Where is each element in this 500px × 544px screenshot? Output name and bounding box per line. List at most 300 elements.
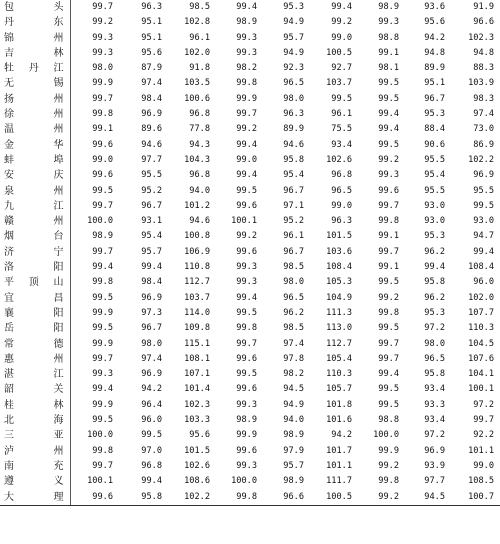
index-value-cell: 99.3 — [236, 277, 257, 288]
index-value-cell: 98.9 — [283, 476, 304, 487]
index-value-cell: 99.5 — [92, 185, 113, 196]
table-row — [0, 275, 500, 290]
index-value-cell: 97.4 — [473, 109, 494, 120]
index-value-cell: 93.0 — [424, 216, 445, 227]
index-value-cell: 99.7 — [378, 246, 399, 257]
index-value-cell: 99.4 — [141, 476, 162, 487]
city-name-cell: 赣 州 — [0, 214, 70, 229]
index-value-cell: 96.7 — [141, 323, 162, 334]
city-name-cell: 扬 州 — [0, 92, 70, 107]
index-value-cell: 77.8 — [189, 124, 210, 135]
index-value-cell: 95.8 — [119, 490, 168, 506]
index-value-cell: 75.5 — [331, 124, 352, 135]
index-value-cell: 95.7 — [141, 246, 162, 257]
index-value-cell: 95.2 — [283, 216, 304, 227]
index-value-cell: 95.8 — [424, 277, 445, 288]
index-value-cell: 99.3 — [378, 17, 399, 28]
index-value-cell: 99.5 — [331, 93, 352, 104]
index-value-cell: 96.0 — [141, 415, 162, 426]
index-value-cell: 99.5 — [378, 384, 399, 395]
index-value-cell: 99.6 — [236, 200, 257, 211]
index-value-cell: 89.9 — [424, 63, 445, 74]
index-value-cell: 89.9 — [283, 124, 304, 135]
index-value-cell: 99.4 — [236, 139, 257, 150]
table-row — [0, 306, 500, 321]
table-row — [0, 352, 500, 367]
index-value-cell: 101.8 — [326, 399, 352, 410]
index-value-cell: 98.0 — [424, 338, 445, 349]
index-value-cell: 99.5 — [378, 93, 399, 104]
index-value-cell: 96.7 — [141, 200, 162, 211]
index-value-cell: 98.2 — [283, 369, 304, 380]
index-value-cell: 101.5 — [184, 445, 210, 456]
index-value-cell: 99.8 — [236, 78, 257, 89]
index-value-cell: 96.7 — [283, 246, 304, 257]
index-value-cell: 96.5 — [424, 353, 445, 364]
index-value-cell: 99.7 — [378, 338, 399, 349]
index-value-cell: 96.1 — [189, 32, 210, 43]
index-value-cell: 99.3 — [236, 399, 257, 410]
index-value-cell: 98.9 — [283, 430, 304, 441]
index-value-cell: 96.1 — [283, 231, 304, 242]
city-name-cell: 锦 州 — [0, 31, 70, 46]
index-value-cell: 99.6 — [70, 490, 119, 506]
index-value-cell: 99.8 — [92, 109, 113, 120]
index-value-cell: 98.2 — [236, 63, 257, 74]
index-value-cell: 104.9 — [326, 292, 352, 303]
index-value-cell: 96.9 — [141, 109, 162, 120]
index-value-cell: 99.5 — [378, 78, 399, 89]
city-name-cell: 吉 林 — [0, 46, 70, 61]
index-value-cell: 95.1 — [141, 32, 162, 43]
table-row — [0, 367, 500, 382]
index-value-cell: 93.3 — [424, 399, 445, 410]
index-value-cell: 96.0 — [473, 277, 494, 288]
index-value-cell: 99.2 — [378, 292, 399, 303]
city-name-cell: 三 亚 — [0, 428, 70, 443]
index-value-cell: 102.2 — [468, 154, 494, 165]
index-value-cell: 99.1 — [378, 47, 399, 58]
index-value-cell: 102.2 — [168, 490, 216, 506]
index-value-cell: 95.4 — [283, 170, 304, 181]
index-value-cell: 98.5 — [189, 2, 210, 12]
city-name-cell: 牡丹江 — [0, 61, 70, 76]
index-value-cell: 99.3 — [236, 32, 257, 43]
index-value-cell: 99.0 — [92, 154, 113, 165]
index-value-cell: 99.4 — [331, 2, 352, 12]
index-value-cell: 73.0 — [473, 124, 494, 135]
city-name-cell: 大 理 — [0, 490, 70, 506]
index-value-cell: 94.8 — [424, 47, 445, 58]
index-value-cell: 99.3 — [236, 262, 257, 273]
city-name-cell: 九 江 — [0, 199, 70, 214]
index-value-cell: 98.4 — [141, 277, 162, 288]
index-value-cell: 103.7 — [326, 78, 352, 89]
city-name-cell: 平顶山 — [0, 275, 70, 290]
index-value-cell: 108.5 — [468, 476, 494, 487]
index-value-cell: 99.4 — [92, 262, 113, 273]
index-value-cell: 115.1 — [184, 338, 210, 349]
index-value-cell: 88.4 — [424, 124, 445, 135]
city-name-cell: 岳 阳 — [0, 321, 70, 336]
index-value-cell: 99.2 — [331, 17, 352, 28]
index-value-cell: 99.9 — [92, 78, 113, 89]
index-value-cell: 96.8 — [189, 170, 210, 181]
index-value-cell: 105.7 — [326, 384, 352, 395]
index-value-cell: 99.4 — [141, 262, 162, 273]
index-value-cell: 99.5 — [378, 139, 399, 150]
index-value-cell: 99.5 — [236, 369, 257, 380]
index-value-cell: 94.5 — [405, 490, 451, 506]
index-value-cell: 96.7 — [424, 93, 445, 104]
index-value-cell: 110.3 — [326, 369, 352, 380]
table-row — [0, 382, 500, 397]
index-value-cell: 97.7 — [424, 476, 445, 487]
index-value-cell: 95.5 — [473, 185, 494, 196]
index-value-cell: 97.0 — [141, 445, 162, 456]
index-value-cell: 96.5 — [283, 78, 304, 89]
index-value-cell: 95.5 — [424, 154, 445, 165]
index-value-cell: 99.7 — [236, 109, 257, 120]
index-value-cell: 99.8 — [92, 277, 113, 288]
index-value-cell: 93.0 — [424, 200, 445, 211]
index-value-cell: 99.3 — [92, 32, 113, 43]
index-value-cell: 99.8 — [378, 476, 399, 487]
index-value-cell: 107.6 — [468, 353, 494, 364]
index-value-cell: 96.6 — [263, 490, 310, 506]
index-value-cell: 98.9 — [378, 2, 399, 12]
index-value-cell: 98.0 — [92, 63, 113, 74]
table-row — [0, 245, 500, 260]
index-value-cell: 99.6 — [92, 139, 113, 150]
index-value-cell: 100.5 — [326, 47, 352, 58]
index-value-cell: 99.4 — [236, 170, 257, 181]
index-value-cell: 99.9 — [92, 307, 113, 318]
city-name-cell: 湛 江 — [0, 367, 70, 382]
index-value-cell: 98.9 — [236, 415, 257, 426]
index-value-cell: 95.3 — [283, 2, 304, 12]
index-value-cell: 114.0 — [184, 307, 210, 318]
index-value-cell: 94.9 — [283, 47, 304, 58]
index-value-cell: 96.3 — [331, 216, 352, 227]
index-value-cell: 100.6 — [184, 93, 210, 104]
index-value-cell: 99.4 — [378, 124, 399, 135]
index-value-cell: 99.1 — [92, 124, 113, 135]
city-name-cell: 无 锡 — [0, 76, 70, 91]
table-row — [0, 153, 500, 168]
index-value-cell: 99.6 — [236, 353, 257, 364]
index-value-cell: 99.7 — [92, 246, 113, 257]
index-value-cell: 94.2 — [331, 430, 352, 441]
index-value-cell: 100.5 — [310, 490, 358, 506]
index-value-cell: 101.7 — [326, 445, 352, 456]
index-value-cell: 95.6 — [424, 17, 445, 28]
city-name-cell: 安 庆 — [0, 168, 70, 183]
city-name-cell: 南 充 — [0, 459, 70, 474]
index-value-cell: 105.4 — [326, 353, 352, 364]
index-value-cell: 94.0 — [189, 185, 210, 196]
index-value-cell: 99.2 — [92, 17, 113, 28]
index-value-cell: 99.7 — [473, 415, 494, 426]
index-value-cell: 107.1 — [184, 369, 210, 380]
table-row — [0, 107, 500, 122]
index-value-cell: 96.9 — [141, 292, 162, 303]
index-value-cell: 105.3 — [326, 277, 352, 288]
index-value-cell: 111.3 — [326, 307, 352, 318]
index-value-cell: 99.5 — [378, 323, 399, 334]
index-value-cell: 93.1 — [141, 216, 162, 227]
index-value-cell: 99.3 — [236, 460, 257, 471]
table-row — [0, 413, 500, 428]
index-value-cell: 110.3 — [468, 323, 494, 334]
index-value-cell: 99.9 — [236, 93, 257, 104]
index-value-cell: 99.2 — [236, 231, 257, 242]
index-value-cell: 95.7 — [283, 460, 304, 471]
city-name-cell: 泸 州 — [0, 444, 70, 459]
index-value-cell: 99.0 — [331, 200, 352, 211]
index-value-cell: 99.7 — [92, 353, 113, 364]
index-value-cell: 99.9 — [236, 430, 257, 441]
index-value-cell: 101.4 — [184, 384, 210, 395]
index-value-cell: 99.7 — [92, 93, 113, 104]
index-value-cell: 96.8 — [331, 170, 352, 181]
index-value-cell: 90.6 — [424, 139, 445, 150]
index-value-cell: 111.7 — [326, 476, 352, 487]
city-name-cell: 常 德 — [0, 337, 70, 352]
index-value-cell: 104.3 — [184, 154, 210, 165]
table-row — [0, 260, 500, 275]
city-name-cell: 温 州 — [0, 122, 70, 137]
index-value-cell: 95.6 — [141, 47, 162, 58]
index-value-cell: 99.5 — [236, 307, 257, 318]
table-row — [0, 444, 500, 459]
index-value-cell: 93.4 — [424, 384, 445, 395]
index-value-cell: 100.0 — [87, 216, 113, 227]
index-value-cell: 106.9 — [184, 246, 210, 257]
index-value-cell: 95.5 — [141, 170, 162, 181]
index-value-cell: 100.0 — [231, 476, 257, 487]
index-value-cell: 98.4 — [141, 93, 162, 104]
index-value-cell: 93.0 — [473, 216, 494, 227]
index-value-cell: 99.5 — [92, 415, 113, 426]
index-value-cell: 95.1 — [424, 78, 445, 89]
index-value-cell: 99.5 — [378, 277, 399, 288]
index-value-cell: 103.5 — [184, 78, 210, 89]
index-value-cell: 96.1 — [331, 109, 352, 120]
index-value-cell: 99.4 — [236, 2, 257, 12]
table-row — [0, 214, 500, 229]
index-value-cell: 94.3 — [189, 139, 210, 150]
table-row — [0, 0, 500, 15]
index-value-cell: 94.9 — [283, 399, 304, 410]
index-value-cell: 97.1 — [283, 200, 304, 211]
index-value-cell: 96.2 — [424, 246, 445, 257]
city-name-cell: 襄 阳 — [0, 306, 70, 321]
index-value-cell: 103.7 — [184, 292, 210, 303]
index-value-cell: 99.4 — [473, 246, 494, 257]
index-value-cell: 96.8 — [141, 460, 162, 471]
city-name-cell: 惠 州 — [0, 352, 70, 367]
index-value-cell: 108.1 — [184, 353, 210, 364]
index-value-cell: 96.5 — [283, 292, 304, 303]
city-name-cell: 丹 东 — [0, 15, 70, 30]
index-value-cell: 99.4 — [236, 292, 257, 303]
index-value-cell: 92.7 — [331, 63, 352, 74]
index-value-cell: 93.9 — [424, 460, 445, 471]
index-value-cell: 107.7 — [468, 307, 494, 318]
index-value-cell: 108.4 — [326, 262, 352, 273]
table-row — [0, 459, 500, 474]
index-value-cell: 98.5 — [283, 262, 304, 273]
index-value-cell: 101.2 — [184, 200, 210, 211]
index-value-cell: 95.3 — [424, 307, 445, 318]
city-name-cell: 宜 昌 — [0, 291, 70, 306]
index-value-cell: 99.5 — [473, 200, 494, 211]
index-value-cell: 96.2 — [283, 307, 304, 318]
index-value-cell: 113.0 — [326, 323, 352, 334]
index-value-cell: 94.5 — [283, 384, 304, 395]
index-value-cell: 109.8 — [184, 323, 210, 334]
index-value-cell: 94.2 — [141, 384, 162, 395]
index-value-cell: 99.5 — [92, 292, 113, 303]
index-value-cell: 97.4 — [141, 78, 162, 89]
index-value-cell: 95.2 — [141, 185, 162, 196]
index-value-cell: 99.9 — [92, 399, 113, 410]
index-value-cell: 99.9 — [92, 338, 113, 349]
table-row — [0, 428, 500, 443]
index-value-cell: 102.3 — [184, 399, 210, 410]
index-value-cell: 99.6 — [236, 445, 257, 456]
table-row — [0, 291, 500, 306]
index-value-cell: 99.8 — [378, 307, 399, 318]
index-value-cell: 97.4 — [283, 338, 304, 349]
table-row — [0, 184, 500, 199]
index-value-cell: 91.8 — [189, 63, 210, 74]
city-name-cell: 桂 林 — [0, 398, 70, 413]
index-value-cell: 95.7 — [283, 32, 304, 43]
index-value-cell: 100.1 — [468, 384, 494, 395]
index-value-cell: 98.0 — [141, 338, 162, 349]
index-value-cell: 100.1 — [87, 476, 113, 487]
table-row — [0, 168, 500, 183]
index-value-cell: 86.9 — [473, 139, 494, 150]
index-value-cell: 96.9 — [424, 445, 445, 456]
index-value-cell: 112.7 — [326, 338, 352, 349]
index-value-cell: 99.7 — [92, 200, 113, 211]
index-value-cell: 87.9 — [141, 63, 162, 74]
index-value-cell: 97.2 — [473, 399, 494, 410]
index-value-cell: 99.4 — [378, 109, 399, 120]
index-value-cell: 99.5 — [236, 185, 257, 196]
index-value-cell: 98.0 — [283, 93, 304, 104]
index-value-cell: 99.2 — [378, 460, 399, 471]
index-value-cell: 99.5 — [141, 430, 162, 441]
index-value-cell: 99.1 — [378, 262, 399, 273]
index-value-cell: 99.7 — [92, 2, 113, 12]
index-value-cell: 99.1 — [378, 231, 399, 242]
table-row — [0, 490, 500, 506]
index-value-cell: 93.4 — [424, 415, 445, 426]
table-row — [0, 15, 500, 30]
table-row — [0, 337, 500, 352]
index-value-cell: 102.8 — [184, 17, 210, 28]
table-row — [0, 46, 500, 61]
index-value-cell: 99.8 — [92, 445, 113, 456]
city-name-cell: 徐 州 — [0, 107, 70, 122]
index-value-cell: 99.3 — [92, 369, 113, 380]
table-row — [0, 199, 500, 214]
index-value-cell: 100.0 — [87, 430, 113, 441]
index-value-cell: 98.8 — [378, 32, 399, 43]
index-value-cell: 96.3 — [283, 109, 304, 120]
index-value-cell: 112.7 — [184, 277, 210, 288]
index-value-cell: 99.8 — [236, 323, 257, 334]
index-value-cell: 99.7 — [236, 338, 257, 349]
index-value-cell: 99.0 — [473, 460, 494, 471]
index-value-cell: 96.5 — [331, 185, 352, 196]
index-value-cell: 95.4 — [141, 231, 162, 242]
index-value-cell: 100.1 — [231, 216, 257, 227]
index-value-cell: 97.7 — [141, 154, 162, 165]
index-value-cell: 96.9 — [473, 170, 494, 181]
index-value-cell: 93.6 — [424, 2, 445, 12]
index-value-cell: 99.6 — [236, 384, 257, 395]
city-name-cell: 韶 关 — [0, 382, 70, 397]
index-value-cell: 97.9 — [283, 445, 304, 456]
index-value-cell: 95.5 — [424, 185, 445, 196]
index-value-cell: 99.6 — [236, 246, 257, 257]
index-value-cell: 94.7 — [473, 231, 494, 242]
index-value-cell: 102.0 — [184, 47, 210, 58]
index-value-cell: 104.5 — [468, 338, 494, 349]
table-row — [0, 61, 500, 76]
index-value-cell: 99.7 — [378, 353, 399, 364]
index-value-cell: 99.3 — [378, 170, 399, 181]
index-value-cell: 99.3 — [92, 47, 113, 58]
index-value-cell: 104.1 — [468, 369, 494, 380]
table-row — [0, 398, 500, 413]
index-value-cell: 98.1 — [378, 63, 399, 74]
index-value-cell: 103.9 — [468, 78, 494, 89]
city-name-cell: 北 海 — [0, 413, 70, 428]
index-value-cell: 95.8 — [283, 154, 304, 165]
index-value-cell: 97.3 — [141, 307, 162, 318]
index-value-cell: 99.4 — [378, 369, 399, 380]
index-value-cell: 96.9 — [141, 369, 162, 380]
index-value-cell: 97.8 — [283, 353, 304, 364]
index-value-cell: 94.9 — [283, 17, 304, 28]
index-value-cell: 102.6 — [326, 154, 352, 165]
index-value-cell: 99.9 — [378, 445, 399, 456]
index-value-cell: 98.3 — [473, 93, 494, 104]
index-value-cell: 98.9 — [236, 17, 257, 28]
index-value-cell: 98.9 — [92, 231, 113, 242]
index-value-cell: 108.4 — [468, 262, 494, 273]
city-name-cell: 遵 义 — [0, 474, 70, 489]
index-value-cell: 94.6 — [141, 139, 162, 150]
index-value-cell: 95.3 — [424, 109, 445, 120]
index-value-cell: 98.8 — [378, 415, 399, 426]
index-value-cell: 99.5 — [378, 399, 399, 410]
index-value-cell: 94.6 — [283, 139, 304, 150]
city-name-cell: 洛 阳 — [0, 260, 70, 275]
index-value-cell: 99.6 — [378, 185, 399, 196]
index-value-cell: 98.5 — [283, 323, 304, 334]
index-value-cell: 97.4 — [141, 353, 162, 364]
index-value-cell: 92.3 — [283, 63, 304, 74]
index-value-cell: 95.6 — [189, 430, 210, 441]
table-row — [0, 92, 500, 107]
